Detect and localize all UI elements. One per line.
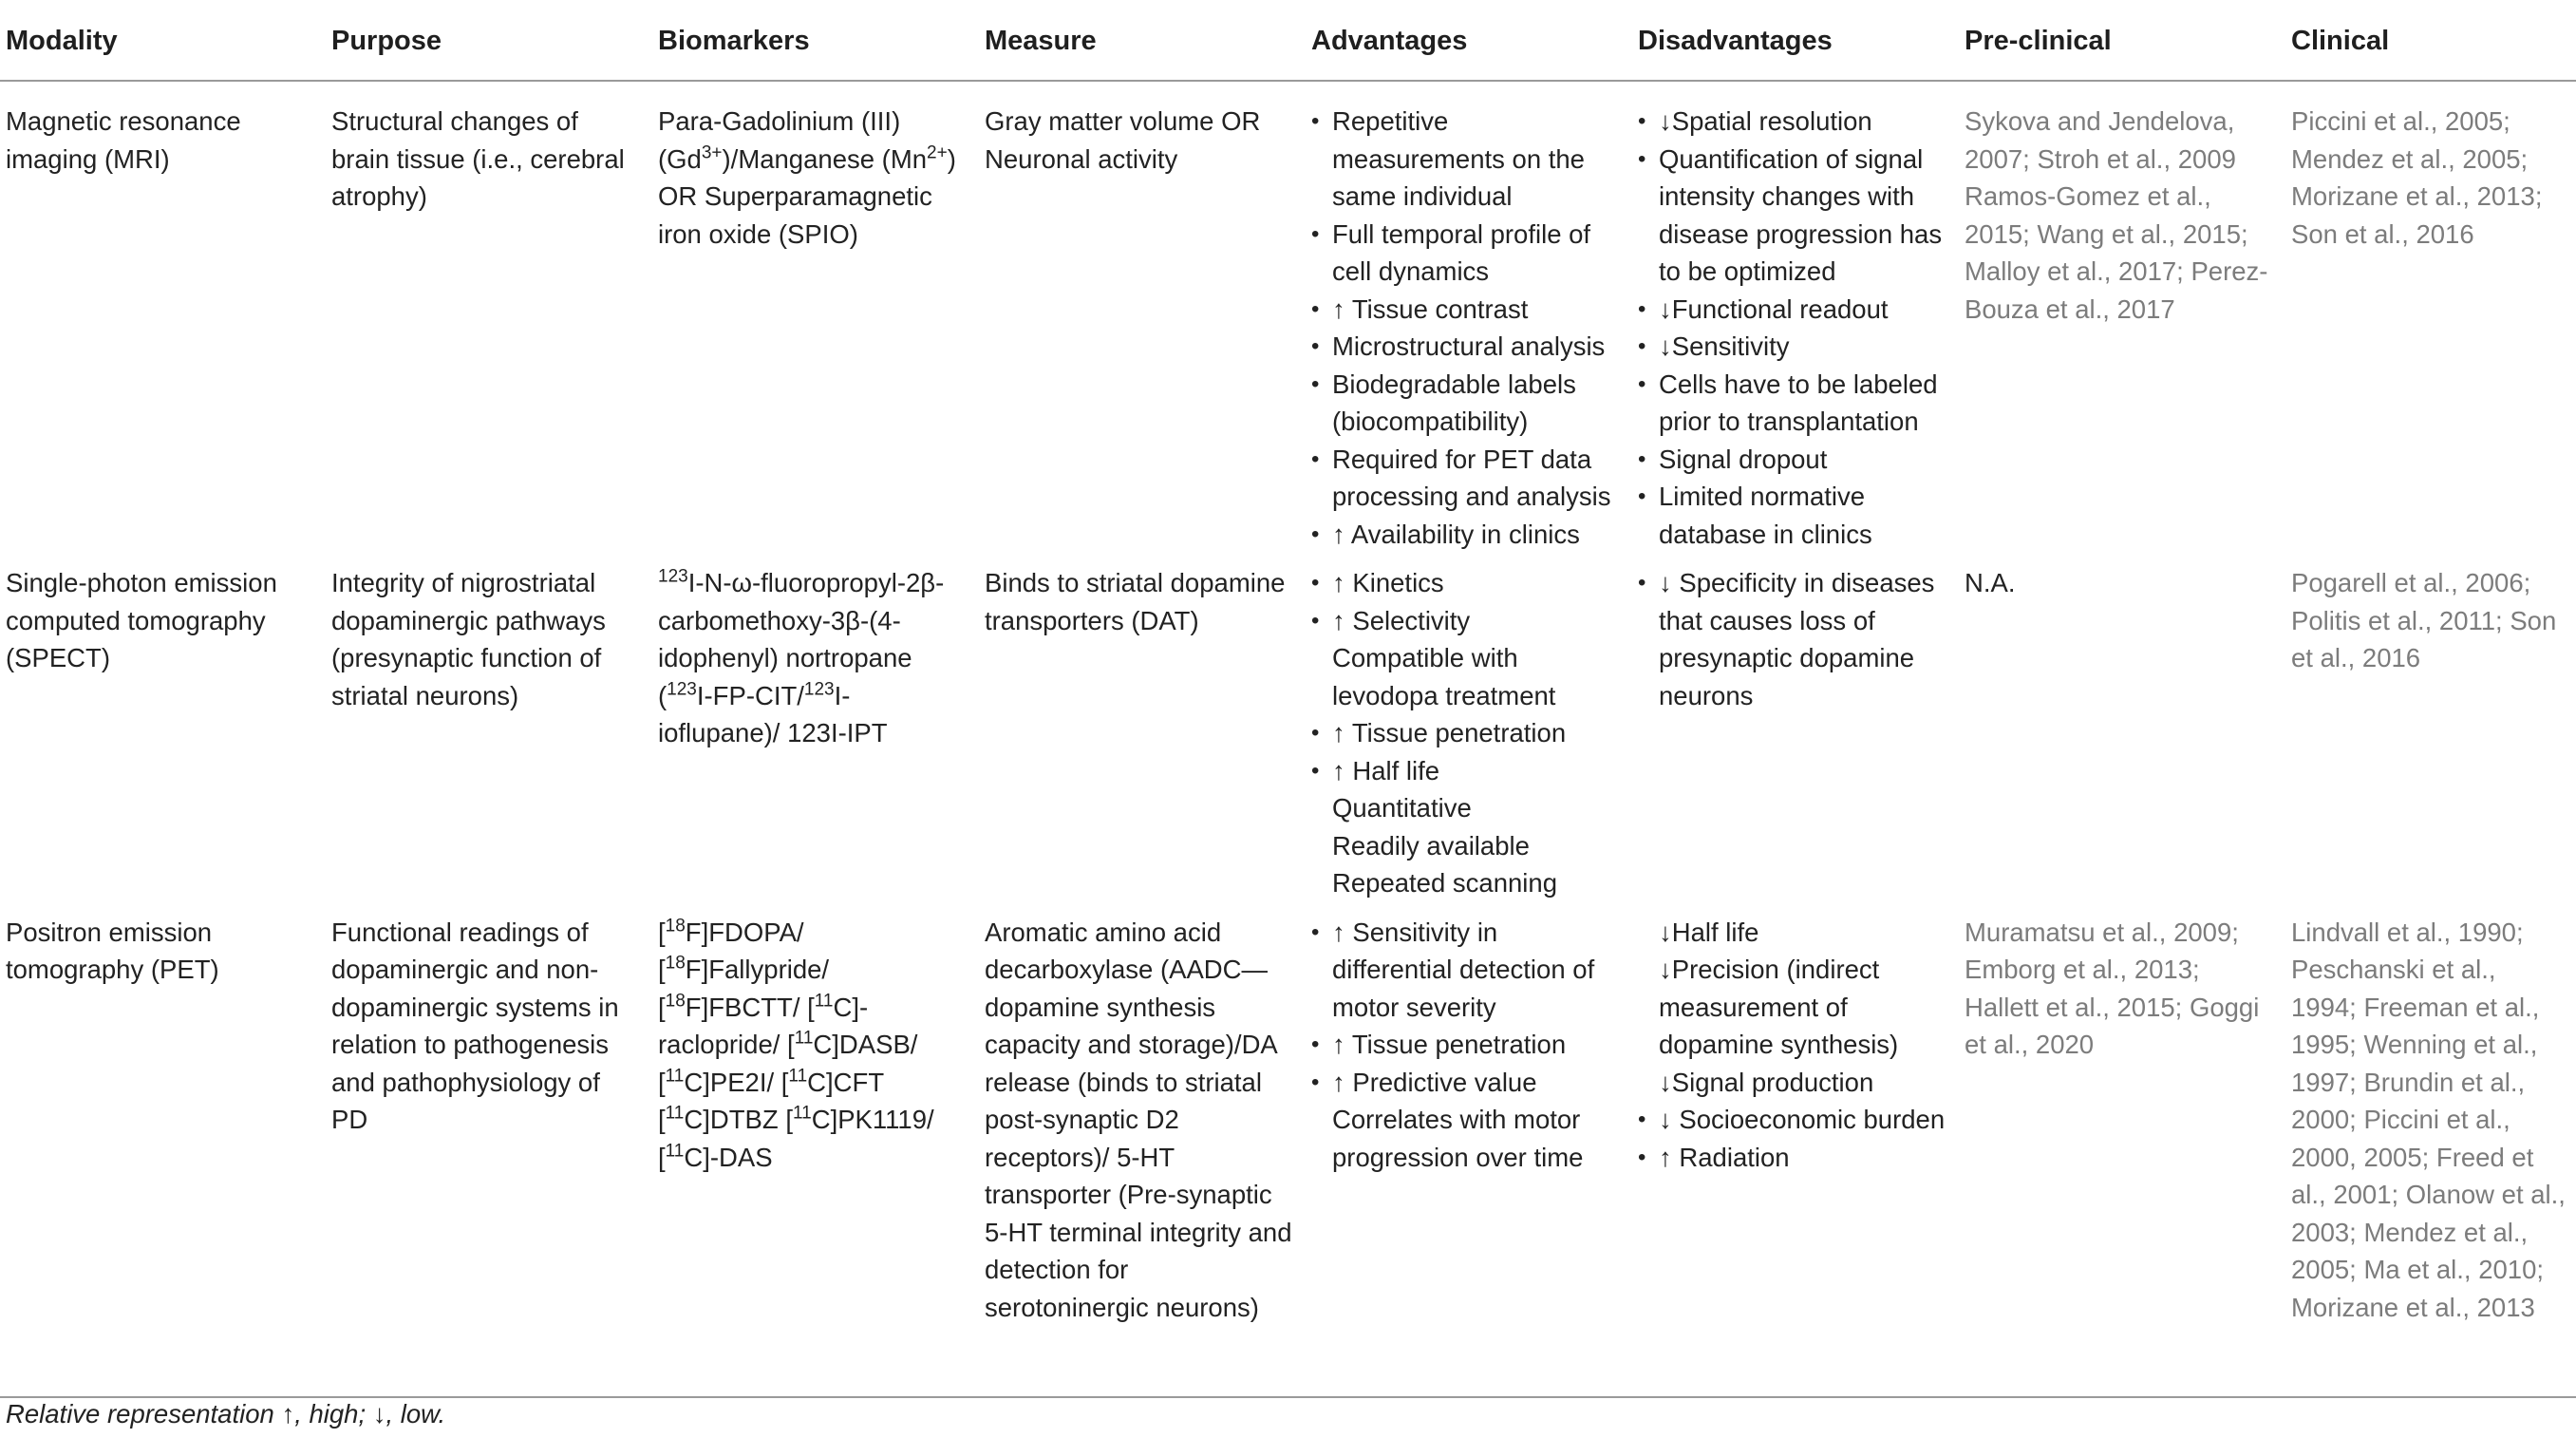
list-item: • Quantification of signal intensity changes with disease progression has to be optimized (1638, 141, 1949, 291)
table-row (0, 81, 2576, 558)
table-row (0, 558, 2576, 908)
list-item: • ↑ Sensitivity in differential detection of motor severity (1311, 914, 1623, 1027)
list-item: • ↑ Selectivity (1311, 602, 1623, 640)
preclinical-citations: Muramatsu et al., 2009; Emborg et al., 2013; Hallett et al., 2015; Goggi et al., 2020 (1959, 908, 2285, 1397)
header-preclinical: Pre-clinical (1959, 0, 2285, 81)
advantages-list (1311, 564, 1623, 902)
list-item: • ↑ Tissue penetration (1311, 714, 1623, 752)
list-item: • ↑ Kinetics (1311, 564, 1623, 602)
list-item: • ↑ Predictive value (1311, 1064, 1623, 1102)
list-item: • Microstructural analysis (1311, 328, 1623, 366)
disadvantages-cell (1632, 81, 1959, 558)
header-modality: Modality (0, 0, 326, 81)
list-item: • Full temporal profile of cell dynamics (1311, 216, 1623, 291)
list-item: • Biodegradable labels (biocompatibility) (1311, 366, 1623, 441)
advantages-cell (1306, 908, 1632, 1397)
list-item: • Cells have to be labeled prior to transplantation (1638, 366, 1949, 441)
list-item: Quantitative (1332, 793, 1472, 823)
list-item: • ↓Spatial resolution (1638, 103, 1949, 141)
list-item: • ↓ Specificity in diseases that causes loss of presynaptic dopamine neurons (1638, 564, 1949, 714)
header-row (0, 0, 2576, 81)
advantages-list (1311, 914, 1623, 1177)
list-item: • ↓ Socioeconomic burden (1638, 1101, 1949, 1139)
list-item: • Required for PET data processing and analysis (1311, 441, 1623, 516)
measure-cell: Binds to striatal dopamine transporters (DAT) (985, 568, 1286, 635)
list-item: • Signal dropout (1638, 441, 1949, 479)
modality-cell: Magnetic resonance imaging (MRI) (6, 106, 241, 174)
clinical-citations: Pogarell et al., 2006; Politis et al., 2011; Son et al., 2016 (2291, 568, 2557, 672)
biomarkers-cell: [$^{18}$F]FDOPA/ [$^{18}$F]Fallypride/ [$^{18}$F]FBCTT/ [$^{11}$C]-raclopride/ [$^{11}$C]DASB/ [$^{11}$C]PE2I/ [$^{11}$C]CFT [$^{11}$C]DTBZ [$^{11}$C]PK1119/ [$^{11}$C]-DAS (652, 908, 979, 1397)
list-item: • ↑ Radiation (1638, 1139, 1949, 1177)
purpose-cell: Structural changes of brain tissue (i.e., cerebral atrophy) (331, 106, 625, 211)
modality-cell: Single-photon emission computed tomography (SPECT) (6, 568, 277, 672)
disadvantages-cell (1632, 558, 1959, 908)
list-item: • ↑ Tissue penetration (1311, 1026, 1623, 1064)
purpose-cell: Functional readings of dopaminergic and non-dopaminergic systems in relation to pathogenesis and pathophysiology of PD (326, 908, 652, 1397)
disadvantages-cell (1632, 908, 1959, 1397)
list-item: • ↓Functional readout (1638, 291, 1949, 329)
clinical-citations: Piccini et al., 2005; Mendez et al., 2005; Morizane et al., 2013; Son et al., 2016 (2291, 106, 2543, 249)
clinical-citations: Lindvall et al., 1990; Peschanski et al., 1994; Freeman et al., 1995; Wenning et al., 1997; Brundin et al., 2000; Piccini et al., 2000, 2005; Freed et al., 2001; Olanow et al., 2003; Mendez et al., 2005; Ma et al., 2010; Morizane et al., 2013 (2285, 908, 2576, 1397)
disadvantages-list (1638, 103, 1949, 553)
list-item: Repeated scanning (1332, 868, 1557, 898)
list-item: • ↓Sensitivity (1638, 328, 1949, 366)
preclinical-citations: Sykova and Jendelova, 2007; Stroh et al., 2009 Ramos-Gomez et al., 2015; Wang et al., 2015; Malloy et al., 2017; Perez-Bouza et al., 2017 (1965, 106, 2268, 324)
list-item: • Limited normative database in clinics (1638, 478, 1949, 553)
header-clinical: Clinical (2285, 0, 2576, 81)
measure-cell: Gray matter volume OR Neuronal activity (985, 106, 1261, 174)
list-item: ↓Signal production (1659, 1067, 1874, 1097)
header-biomarkers: Biomarkers (652, 0, 979, 81)
header-measure: Measure (979, 0, 1306, 81)
list-item: • ↑ Availability in clinics (1311, 516, 1623, 554)
list-item: Correlates with motor progression over time (1332, 1105, 1584, 1172)
table-footnote: Relative representation ↑, high; ↓, low. (6, 1399, 446, 1429)
biomarkers-cell: $^{123}$I-N-ω-fluoropropyl-2β-carbomethoxy-3β-(4-idophenyl) nortropane ($^{123}$I-FP-CIT/$^{123}$I-ioflupane)/ 123I-IPT (658, 566, 945, 747)
list-item: • ↑ Tissue contrast (1311, 291, 1623, 329)
list-item: Readily available (1332, 830, 1530, 861)
modality-cell: Positron emission tomography (PET) (0, 908, 326, 1397)
disadvantages-list (1638, 914, 1949, 1177)
list-item: Compatible with levodopa treatment (1332, 643, 1556, 710)
header-advantages: Advantages (1306, 0, 1632, 81)
list-item: • Repetitive measurements on the same individual (1311, 103, 1623, 216)
advantages-cell (1306, 81, 1632, 558)
table-row (0, 908, 2576, 1397)
header-purpose: Purpose (326, 0, 652, 81)
preclinical-citations: N.A. (1965, 568, 2016, 597)
advantages-cell (1306, 558, 1632, 908)
biomarkers-cell: Para-Gadolinium (III) $(Gd^{3+})$/Manganese $(Mn^{2+})$ OR Superparamagnetic iron oxide (SPIO) (658, 106, 956, 249)
advantages-list (1311, 103, 1623, 553)
list-item: ↓Half life (1659, 917, 1759, 947)
header-disadvantages: Disadvantages (1632, 0, 1959, 81)
disadvantages-list (1638, 564, 1949, 714)
purpose-cell: Integrity of nigrostriatal dopaminergic pathways (presynaptic function of striatal neurons) (331, 568, 606, 710)
list-item: ↓Precision (indirect measurement of dopamine synthesis) (1659, 955, 1899, 1059)
list-item: • ↑ Half life (1311, 752, 1623, 790)
measure-cell: Aromatic amino acid decarboxylase (AADC—dopamine synthesis capacity and storage)/DA release (binds to striatal post-synaptic D2 receptors)/ 5-HT transporter (Pre-synaptic 5-HT terminal integrity and detection for serotoninergic neurons) (979, 908, 1306, 1397)
